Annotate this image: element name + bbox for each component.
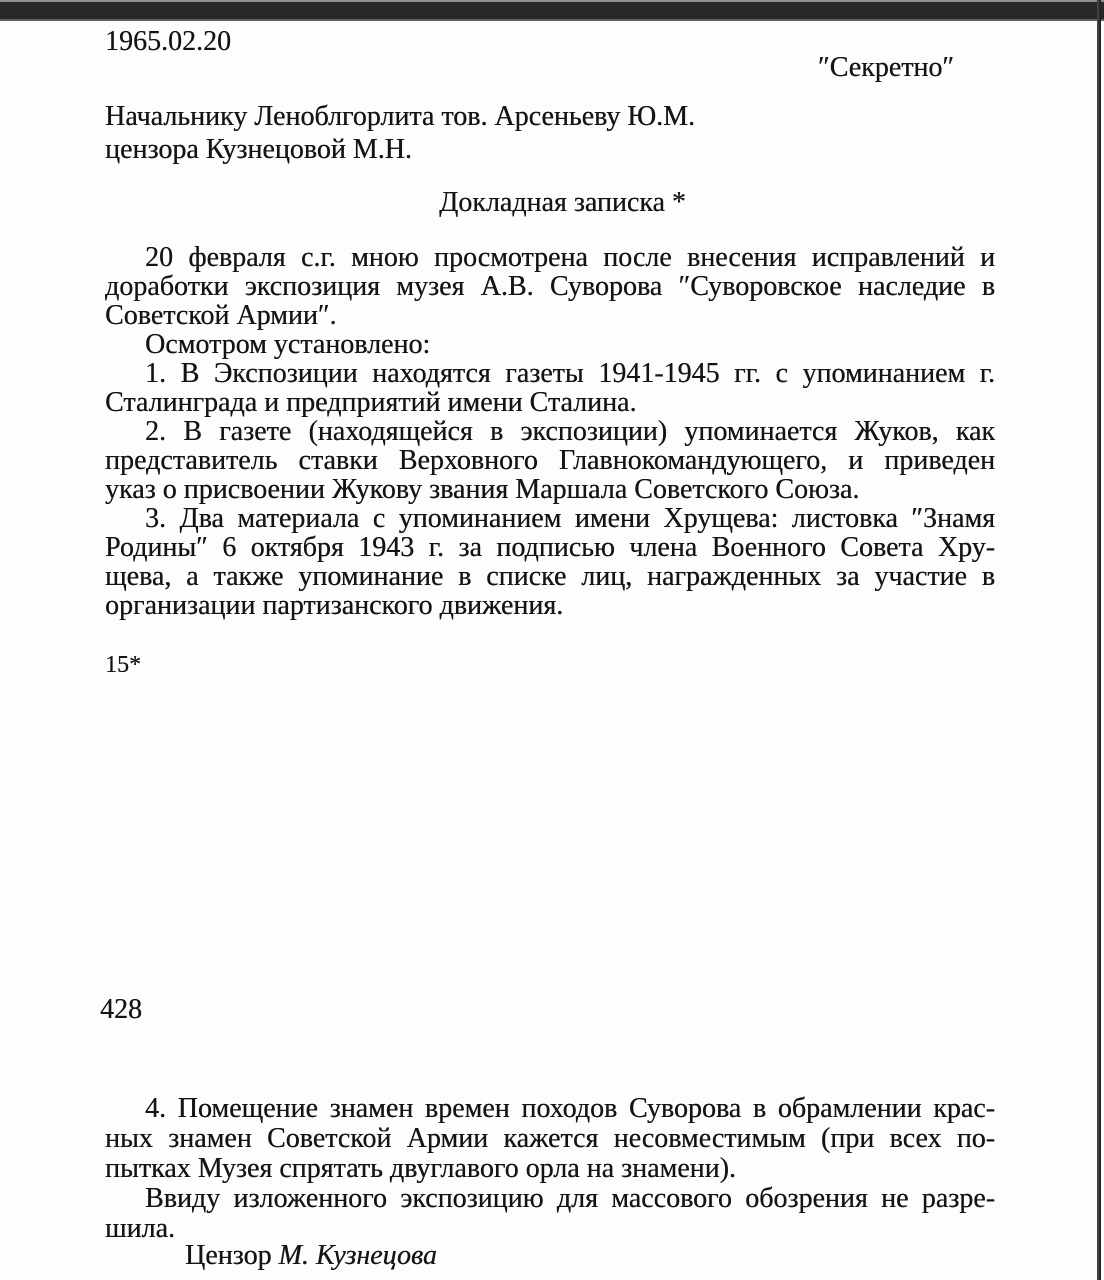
text-line: указ о присвоении Жукову звания Маршала Советского Союза. [105, 474, 860, 505]
printer-sheet-mark: 15* [105, 652, 141, 678]
document-date: 1965.02.20 [105, 26, 231, 57]
text-line: Осмотром установлено: [145, 329, 431, 360]
report-body-continued [105, 1094, 995, 1244]
text-line: Советской Армии″. [105, 300, 337, 331]
censor-signature [185, 1240, 437, 1272]
text-line: ных знамен Советской Армии кажется несовместимым (при всех по- [105, 1123, 995, 1154]
text-line: Сталинграда и предприятий имени Сталина. [105, 387, 637, 418]
text-line: шила. [105, 1213, 175, 1244]
page-number: 428 [100, 994, 142, 1025]
text-line: 2. В газете (находящейся в экспозиции) упоминается Жуков, как [145, 416, 995, 447]
report-body [105, 243, 995, 620]
text-line: представитель ставки Верховного Главнокомандующего, и приведен [105, 445, 995, 476]
scan-right-edge [1097, 0, 1101, 1280]
text-line: Ввиду изложенного экспозицию для массового обозрения не разре- [145, 1183, 995, 1214]
text-line: 4. Помещение знамен времен походов Суворова в обрамлении крас- [145, 1093, 995, 1124]
text-line: 1. В Экспозиции находятся газеты 1941-1945 гг. с упоминанием г. [145, 358, 995, 389]
text-line: организации партизанского движения. [105, 590, 564, 621]
addressee-line: Начальнику Леноблгорлита тов. Арсеньеву Ю.М. [105, 101, 695, 132]
text-line: 3. Два материала с упоминанием имени Хрущева: листовка ″Знамя [145, 503, 995, 534]
text-line: Родины″ 6 октября 1943 г. за подписью члена Военного Совета Хру- [105, 532, 995, 563]
report-title: Докладная записка * [439, 187, 686, 218]
signature-label: Цензор [185, 1240, 272, 1271]
text-line: 20 февраля с.г. мною просмотрена после внесения исправлений и [145, 242, 995, 273]
page-separator-band [0, 0, 1104, 21]
text-line: щева, а также упоминание в списке лиц, награжденных за участие в [105, 561, 995, 592]
text-line: доработки экспозиция музея А.В. Суворова ″Суворовское наследие в [105, 271, 995, 302]
signature-name: М. Кузнецова [278, 1240, 437, 1271]
classification-stamp: ″Секретно″ [818, 52, 955, 83]
text-line: пытках Музея спрятать двуглавого орла на знамени). [105, 1153, 736, 1184]
addressee-line: цензора Кузнецовой М.Н. [105, 134, 412, 165]
